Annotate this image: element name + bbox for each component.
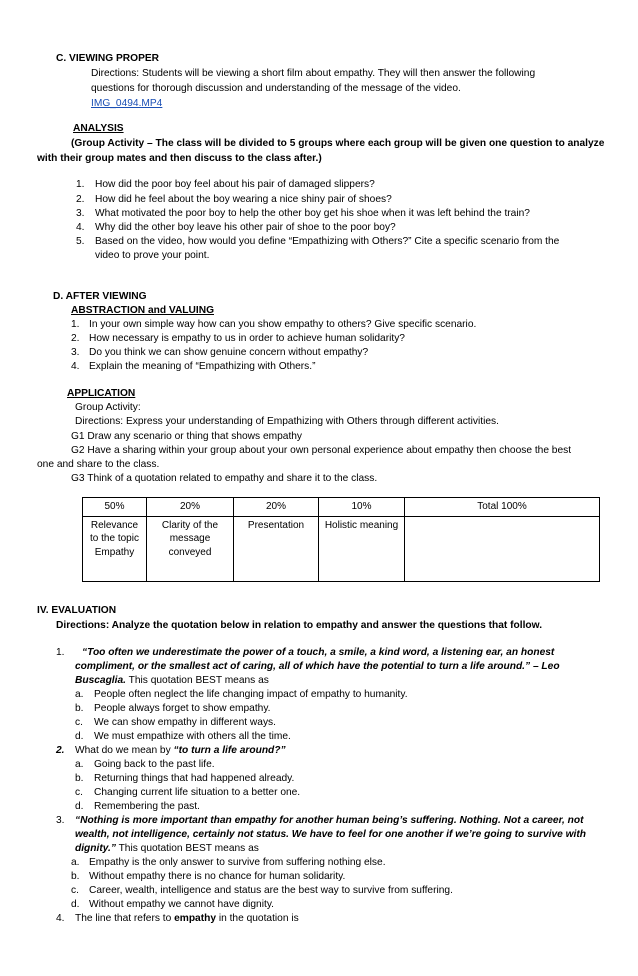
eval-q3-quote-line3: dignity.” — [75, 843, 116, 854]
eval-q1-choice-c-letter: c. — [75, 717, 83, 728]
rubric-criteria-cell — [405, 516, 600, 581]
eval-q2-choice-d: Remembering the past. — [94, 801, 200, 812]
application-g2-line2: one and share to the class. — [37, 459, 160, 470]
rubric-header-row — [83, 498, 600, 517]
application-directions: Directions: Express your understanding of Empathizing with Others through different activities. — [75, 416, 499, 427]
eval-q4-num: 4. — [56, 913, 65, 924]
rubric-criteria-cell: Relevance to the topic Empathy — [83, 516, 147, 581]
analysis-q4-num: 4. — [76, 222, 85, 233]
eval-q4-prefix: The line that refers to — [75, 913, 175, 924]
eval-q1-choice-b-letter: b. — [75, 703, 84, 714]
eval-q3-choice-c: Career, wealth, intelligence and status are the best way to survive from suffering. — [89, 885, 453, 896]
eval-q1-choice-a: People often neglect the life changing impact of empathy to humanity. — [94, 689, 408, 700]
application-group-label: Group Activity: — [75, 402, 141, 413]
eval-q4-suffix: in the quotation is — [216, 913, 299, 924]
application-g3: G3 Think of a quotation related to empathy and share it to the class. — [71, 473, 378, 484]
eval-q1-choice-a-letter: a. — [75, 689, 84, 700]
eval-q2-prefix: What do we mean by — [75, 745, 174, 756]
abstraction-item1-num: 1. — [71, 319, 80, 330]
eval-q2-choice-a: Going back to the past life. — [94, 759, 215, 770]
application-g2-line1: G2 Have a sharing within your group about your own personal experience about empathy then choose the best — [71, 445, 572, 456]
abstraction-item2-num: 2. — [71, 333, 80, 344]
eval-q2-choice-a-letter: a. — [75, 759, 84, 770]
eval-q1-choice-c: We can show empathy in different ways. — [94, 717, 276, 728]
eval-q3-choice-d: Without empathy we cannot have dignity. — [89, 899, 274, 910]
eval-q2-choice-b-letter: b. — [75, 773, 84, 784]
eval-q2-choice-b: Returning things that had happened already. — [94, 773, 295, 784]
eval-q1-num: 1. — [56, 647, 65, 658]
rubric-table — [82, 497, 600, 582]
section-c-directions-line1: Directions: Students will be viewing a short film about empathy. They will then answer the following — [91, 68, 536, 79]
analysis-q1-text: How did the poor boy feel about his pair of damaged slippers? — [95, 179, 375, 190]
eval-q1-prompt: This quotation BEST means as — [125, 675, 269, 686]
rubric-criteria-row — [83, 516, 600, 581]
eval-q3-quote-line2: wealth, not intelligence, certainly not status. We have to feel for one another if we’re going to survive with — [75, 829, 586, 840]
section-c-heading: C. VIEWING PROPER — [56, 53, 160, 64]
section-c-directions-line2: questions for thorough discussion and understanding of the message of the video. — [91, 83, 461, 94]
rubric-header-cell: Total 100% — [405, 498, 600, 517]
video-link[interactable]: IMG_0494.MP4 — [91, 98, 163, 109]
analysis-q3-text: What motivated the poor boy to help the other boy get his shoe when it was left behind the train? — [95, 208, 530, 219]
eval-q3-num: 3. — [56, 815, 65, 826]
analysis-q5-text: Based on the video, how would you define “Empathizing with Others?” Cite a specific scenario from the — [95, 236, 560, 247]
eval-q1-choice-d: We must empathize with others all the time. — [94, 731, 291, 742]
rubric-header-cell: 10% — [319, 498, 405, 517]
eval-q3-choice-a-letter: a. — [71, 857, 80, 868]
eval-q3-choice-d-letter: d. — [71, 899, 80, 910]
evaluation-heading: IV. EVALUATION — [37, 605, 117, 616]
eval-q3-line3 — [75, 842, 259, 856]
eval-q2-choice-c-letter: c. — [75, 787, 83, 798]
application-g1: G1 Draw any scenario or thing that shows empathy — [71, 431, 303, 442]
abstraction-item3-text: Do you think we can show genuine concern without empathy? — [89, 347, 369, 358]
analysis-q3-num: 3. — [76, 208, 85, 219]
analysis-q5-num: 5. — [76, 236, 85, 247]
rubric-header-cell: 20% — [234, 498, 319, 517]
evaluation-directions: Directions: Analyze the quotation below in relation to empathy and answer the questions that follow. — [56, 620, 543, 631]
abstraction-item4-num: 4. — [71, 361, 80, 372]
eval-q1-quote-line1: “Too often we underestimate the power of a touch, a smile, a kind word, a listening ear, an honest — [82, 647, 555, 658]
eval-q3-choice-b: Without empathy there is no chance for human solidarity. — [89, 871, 346, 882]
eval-q2-question — [75, 744, 286, 758]
rubric-header-cell: 50% — [83, 498, 147, 517]
rubric-criteria-cell: Holistic meaning — [319, 516, 405, 581]
eval-q1-quote-line2: compliment, or the smallest act of caring, all of which have the potential to turn a life around.” – Leo — [75, 661, 560, 672]
abstraction-heading: ABSTRACTION and VALUING — [71, 305, 214, 316]
rubric-header-cell: 20% — [147, 498, 234, 517]
analysis-q5-continued: video to prove your point. — [95, 250, 210, 261]
eval-q3-choice-c-letter: c. — [71, 885, 79, 896]
analysis-activity-line2: with their group mates and then discuss to the class after.) — [37, 153, 322, 164]
eval-q1-choice-b: People always forget to show empathy. — [94, 703, 271, 714]
eval-q3-prompt: This quotation BEST means as — [115, 843, 259, 854]
abstraction-item3-num: 3. — [71, 347, 80, 358]
analysis-activity-line1: (Group Activity – The class will be divided to 5 groups where each group will be given one question to analyze — [71, 138, 605, 149]
eval-q2-choice-d-letter: d. — [75, 801, 84, 812]
eval-q4-question — [75, 912, 299, 926]
eval-q2-phrase: “to turn a life around?” — [173, 745, 286, 756]
section-d-heading: D. AFTER VIEWING — [53, 291, 147, 302]
abstraction-item4-text: Explain the meaning of “Empathizing with Others.” — [89, 361, 316, 372]
analysis-q1-num: 1. — [76, 179, 85, 190]
abstraction-item1-text: In your own simple way how can you show empathy to others? Give specific scenario. — [89, 319, 477, 330]
eval-q3-quote-line1: “Nothing is more important than empathy for another human being’s suffering. Nothing. Not a career, not — [75, 815, 584, 826]
eval-q4-bold: empathy — [174, 913, 217, 924]
analysis-q4-text: Why did the other boy leave his other pair of shoe to the poor boy? — [95, 222, 396, 233]
rubric-criteria-cell: Clarity of the message conveyed — [147, 516, 234, 581]
rubric-criteria-cell: Presentation — [234, 516, 319, 581]
eval-q3-choice-b-letter: b. — [71, 871, 80, 882]
analysis-q2-num: 2. — [76, 194, 85, 205]
eval-q2-num: 2. — [56, 745, 65, 756]
eval-q3-choice-a: Empathy is the only answer to survive from suffering nothing else. — [89, 857, 386, 868]
eval-q1-author: Buscaglia. — [75, 675, 126, 686]
analysis-heading: ANALYSIS — [73, 123, 124, 134]
eval-q2-choice-c: Changing current life situation to a better one. — [94, 787, 301, 798]
eval-q1-choice-d-letter: d. — [75, 731, 84, 742]
abstraction-item2-text: How necessary is empathy to us in order to achieve human solidarity? — [89, 333, 405, 344]
analysis-q2-text: How did he feel about the boy wearing a nice shiny pair of shoes? — [95, 194, 392, 205]
application-heading: APPLICATION — [67, 388, 136, 399]
eval-q1-line3 — [75, 674, 269, 688]
